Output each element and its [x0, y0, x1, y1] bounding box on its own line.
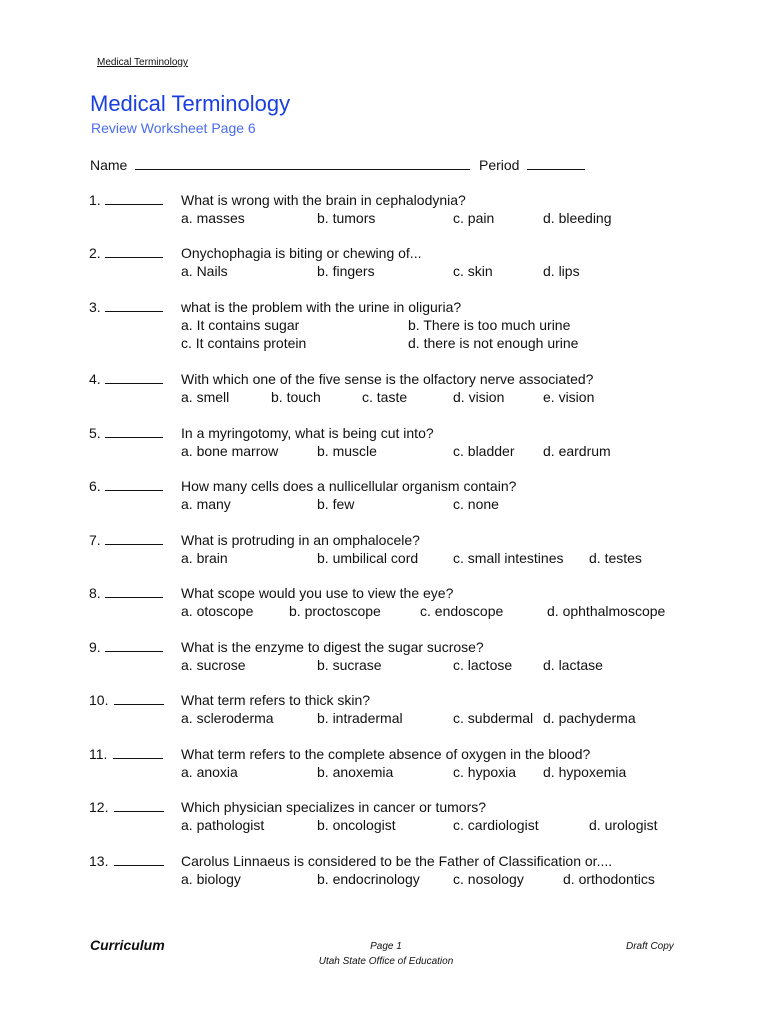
page-title: Medical Terminology	[90, 91, 291, 116]
answer-option: b. endocrinology	[317, 871, 420, 887]
answer-option: b. intradermal	[317, 710, 403, 726]
answer-option: b. There is too much urine	[408, 317, 571, 333]
answer-option: b. touch	[271, 389, 321, 405]
answer-option: d. ophthalmoscope	[547, 603, 666, 619]
answer-option: a. brain	[181, 550, 228, 566]
question-number	[89, 639, 163, 655]
answer-blank[interactable]	[105, 479, 163, 491]
answer-option: b. proctoscope	[289, 603, 381, 619]
answer-option: a. Nails	[181, 263, 228, 279]
answer-option: a. many	[181, 496, 231, 512]
answer-option: a. bone marrow	[181, 443, 279, 459]
question-number	[89, 371, 163, 387]
answer-blank[interactable]	[114, 693, 164, 705]
answer-option: a. biology	[181, 871, 241, 887]
question-number	[89, 192, 163, 208]
answer-option: d. lactase	[543, 657, 603, 673]
question-text: What is the enzyme to digest the sugar sucrose?	[181, 639, 484, 655]
question-number-label: 9.	[89, 639, 101, 655]
answer-option: c. skin	[453, 263, 493, 279]
answer-option: b. muscle	[317, 443, 377, 459]
question-number	[89, 245, 163, 261]
name-blank[interactable]	[135, 158, 470, 170]
answer-blank[interactable]	[105, 372, 163, 384]
answer-option: d. testes	[589, 550, 642, 566]
question-number-label: 6.	[89, 478, 101, 494]
question-text: What scope would you use to view the eye?	[181, 585, 454, 601]
answer-option: b. few	[317, 496, 355, 512]
question-number	[89, 299, 163, 315]
answer-option: e. vision	[543, 389, 595, 405]
question-number	[89, 746, 163, 762]
answer-option: a. pathologist	[181, 817, 265, 833]
answer-blank[interactable]	[105, 246, 163, 258]
page-subtitle: Review Worksheet Page 6	[91, 120, 256, 136]
answer-option: b. umbilical cord	[317, 550, 419, 566]
question-text: With which one of the five sense is the olfactory nerve associated?	[181, 371, 594, 387]
answer-blank[interactable]	[114, 854, 164, 866]
answer-option: b. oncologist	[317, 817, 396, 833]
answer-option: a. sucrose	[181, 657, 246, 673]
question-number-label: 4.	[89, 371, 101, 387]
question-number-label: 7.	[89, 532, 101, 548]
answer-option: d. lips	[543, 263, 580, 279]
answer-option: c. lactose	[453, 657, 513, 673]
answer-option: d. pachyderma	[543, 710, 636, 726]
answer-blank[interactable]	[105, 300, 163, 312]
footer-page-number: Page 1	[370, 941, 402, 952]
question-number	[89, 532, 163, 548]
answer-blank[interactable]	[105, 640, 163, 652]
answer-option: c. pain	[453, 210, 495, 226]
answer-blank[interactable]	[105, 533, 163, 545]
answer-option: a. smell	[181, 389, 230, 405]
answer-option: c. endoscope	[420, 603, 504, 619]
answer-option: c. taste	[362, 389, 408, 405]
answer-option: a. It contains sugar	[181, 317, 300, 333]
answer-option: d. bleeding	[543, 210, 612, 226]
question-number	[89, 799, 164, 815]
answer-option: c. none	[453, 496, 499, 512]
question-number-label: 2.	[89, 245, 101, 261]
answer-option: d. urologist	[589, 817, 658, 833]
question-number-label: 11.	[89, 746, 108, 762]
answer-option: c. small intestines	[453, 550, 564, 566]
name-field-row	[90, 157, 470, 173]
answer-blank[interactable]	[105, 426, 163, 438]
answer-option: a. masses	[181, 210, 245, 226]
period-label: Period	[479, 157, 520, 173]
question-number-label: 1.	[89, 192, 101, 208]
answer-option: b. anoxemia	[317, 764, 394, 780]
answer-blank[interactable]	[114, 800, 164, 812]
answer-blank[interactable]	[113, 747, 163, 759]
answer-option: c. It contains protein	[181, 335, 307, 351]
question-text: Onychophagia is biting or chewing of...	[181, 245, 422, 261]
question-number-label: 13.	[89, 853, 109, 869]
question-number	[89, 478, 163, 494]
answer-option: c. cardiologist	[453, 817, 539, 833]
question-number	[89, 853, 164, 869]
question-number	[89, 425, 163, 441]
footer-draft-copy: Draft Copy	[626, 941, 674, 952]
question-text: Carolus Linnaeus is considered to be the Father of Classification or....	[181, 853, 613, 869]
question-number-label: 12.	[89, 799, 109, 815]
answer-option: a. anoxia	[181, 764, 238, 780]
answer-option: c. hypoxia	[453, 764, 517, 780]
question-number-label: 3.	[89, 299, 101, 315]
period-blank[interactable]	[527, 158, 585, 170]
running-header: Medical Terminology	[97, 57, 188, 68]
answer-option: d. there is not enough urine	[408, 335, 579, 351]
answer-option: c. subdermal	[453, 710, 534, 726]
question-text: How many cells does a nullicellular organism contain?	[181, 478, 517, 494]
answer-option: a. scleroderma	[181, 710, 274, 726]
question-number-label: 5.	[89, 425, 101, 441]
question-number	[89, 692, 164, 708]
footer-organization: Utah State Office of Education	[318, 956, 454, 967]
name-label: Name	[90, 157, 128, 173]
answer-option: c. nosology	[453, 871, 524, 887]
question-text: What term refers to thick skin?	[181, 692, 371, 708]
answer-option: b. tumors	[317, 210, 376, 226]
answer-option: d. orthodontics	[563, 871, 655, 887]
question-text: what is the problem with the urine in oliguria?	[181, 299, 462, 315]
answer-blank[interactable]	[105, 193, 163, 205]
answer-option: d. hypoxemia	[543, 764, 627, 780]
footer-curriculum: Curriculum	[90, 937, 165, 953]
answer-option: b. sucrase	[317, 657, 382, 673]
question-text: What is wrong with the brain in cephalodynia?	[181, 192, 466, 208]
answer-option: b. fingers	[317, 263, 375, 279]
question-number	[89, 585, 163, 601]
question-number-label: 8.	[89, 585, 101, 601]
answer-option: c. bladder	[453, 443, 515, 459]
question-text: In a myringotomy, what is being cut into?	[181, 425, 434, 441]
answer-option: d. eardrum	[543, 443, 611, 459]
answer-blank[interactable]	[105, 586, 163, 598]
answer-option: d. vision	[453, 389, 505, 405]
answer-option: a. otoscope	[181, 603, 254, 619]
question-text: What is protruding in an omphalocele?	[181, 532, 420, 548]
question-text: What term refers to the complete absence of oxygen in the blood?	[181, 746, 591, 762]
question-text: Which physician specializes in cancer or tumors?	[181, 799, 487, 815]
question-number-label: 10.	[89, 692, 109, 708]
period-field-row	[479, 157, 585, 173]
